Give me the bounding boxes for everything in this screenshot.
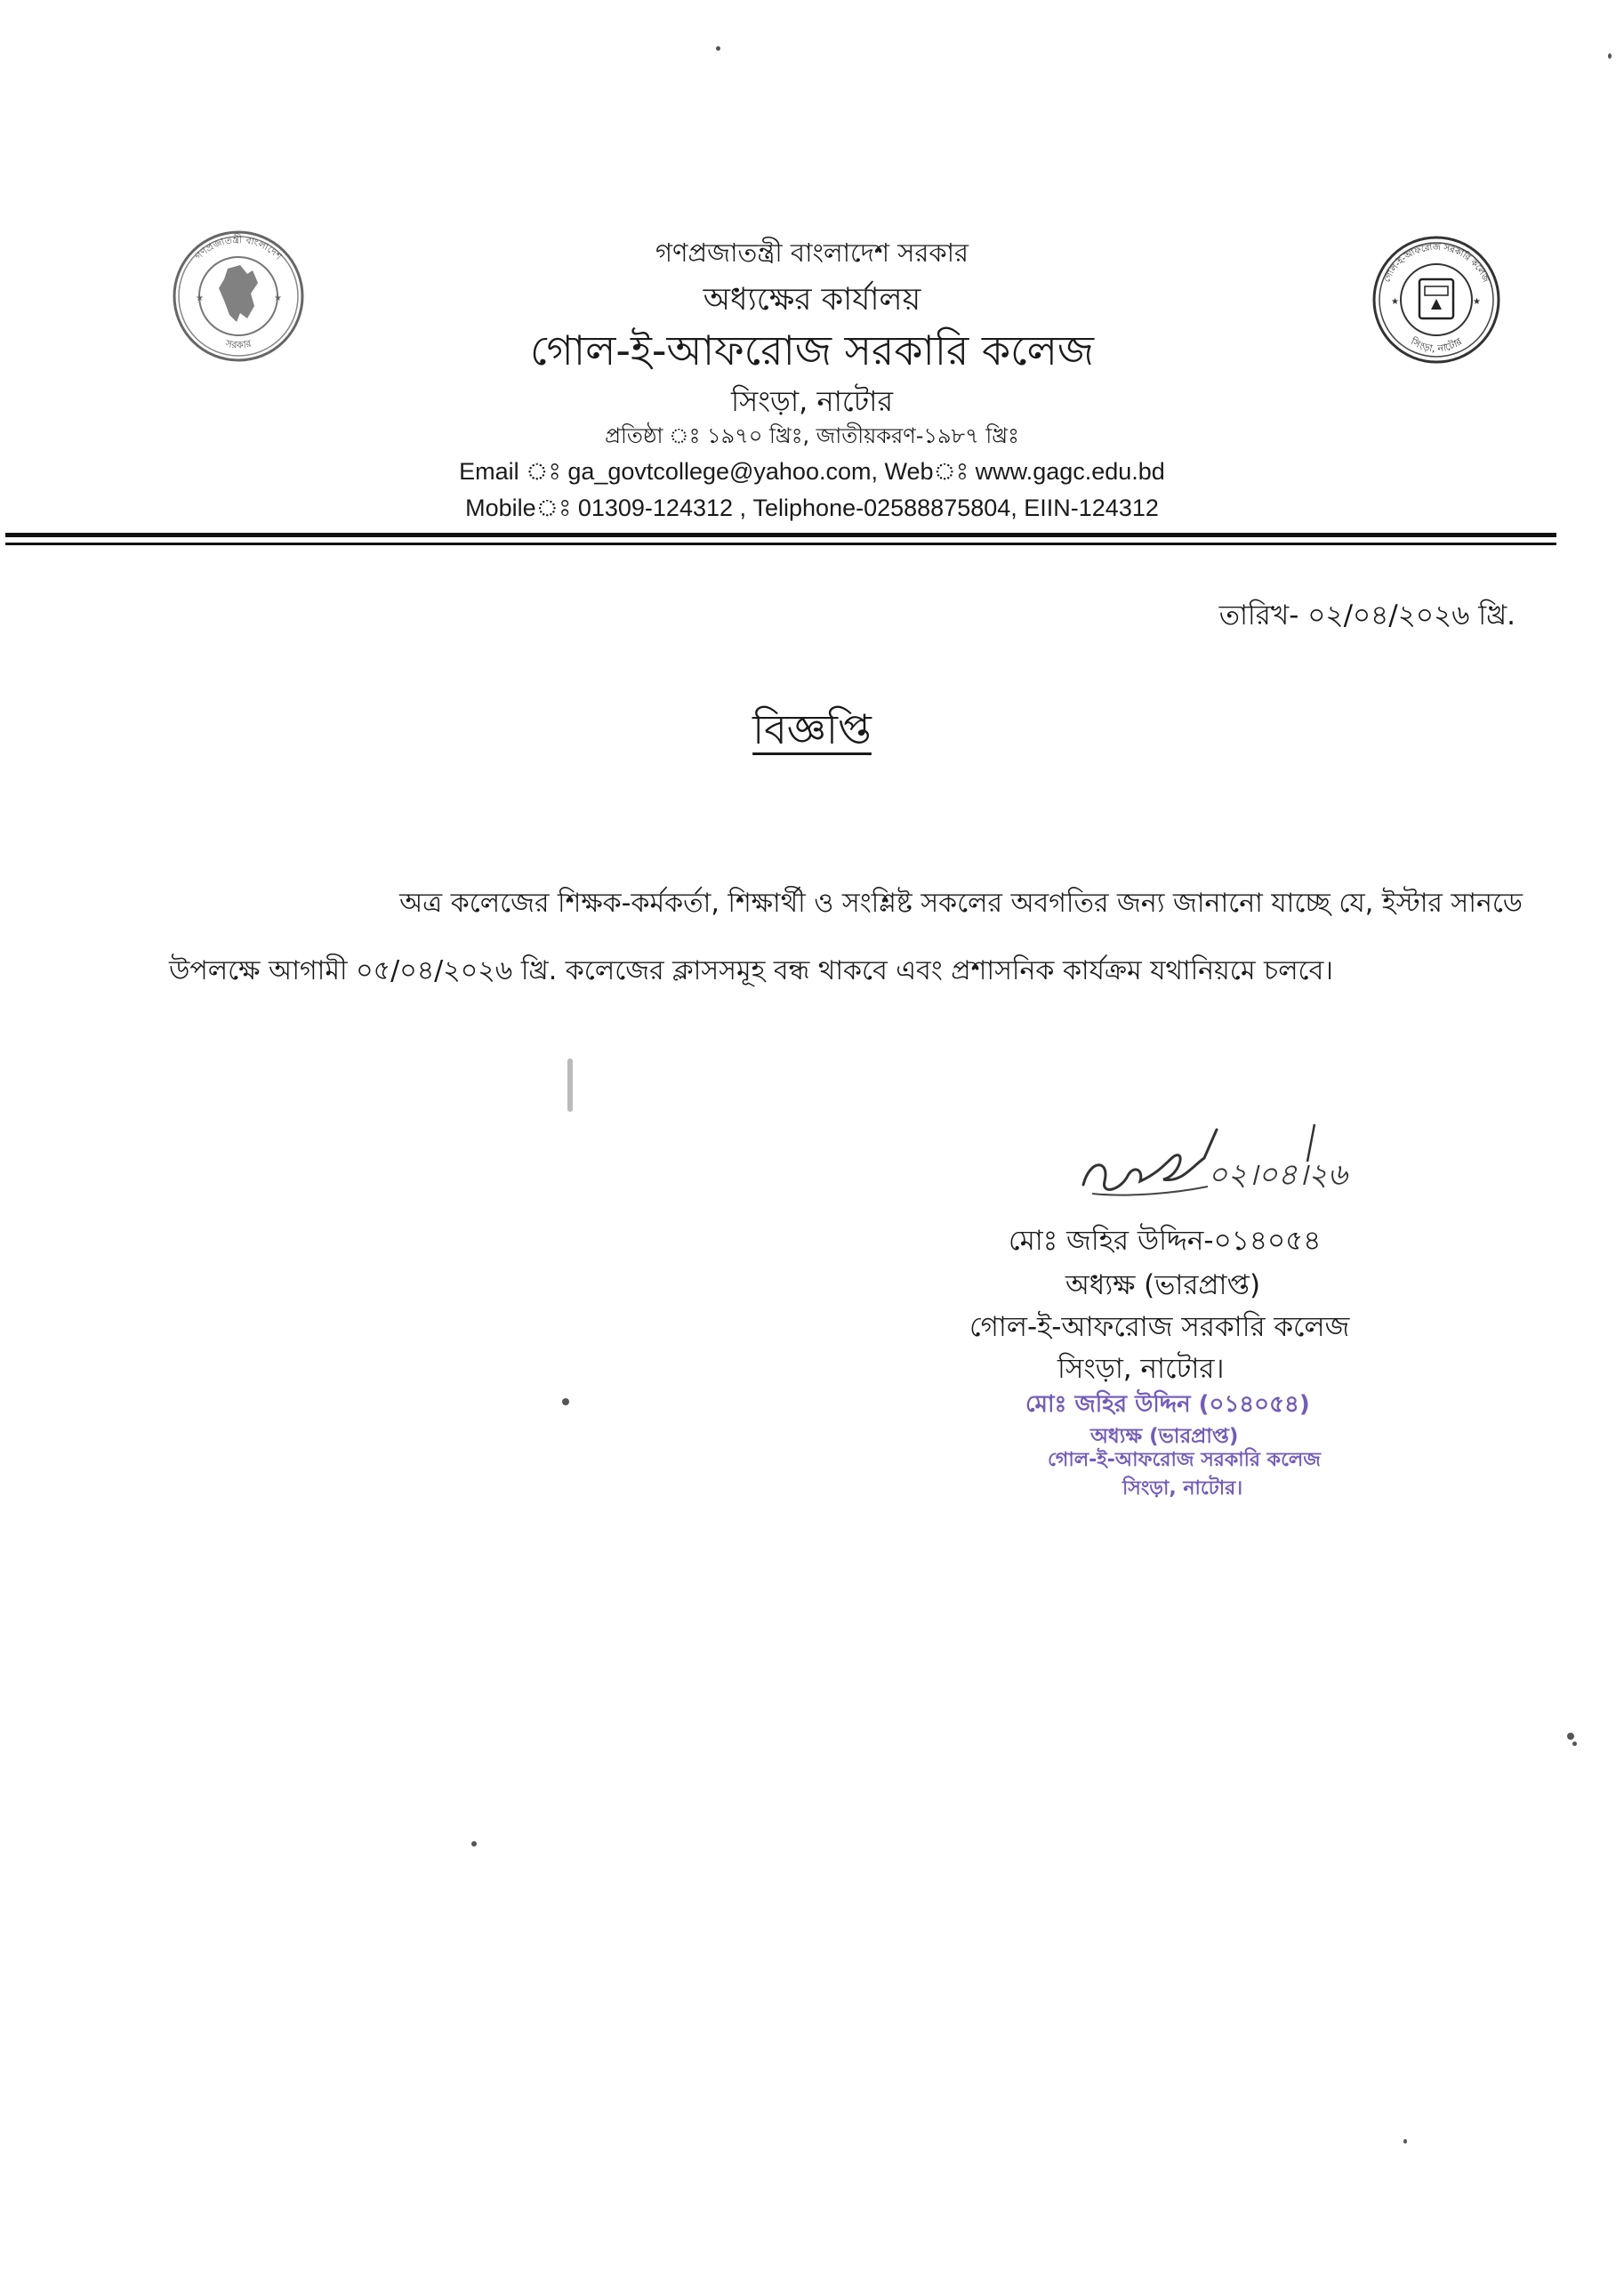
signatory-location: সিংড়া, নাটোর। bbox=[1057, 1353, 1225, 1385]
header-divider-thick bbox=[5, 533, 1556, 537]
svg-text:সরকার: সরকার bbox=[224, 337, 253, 351]
svg-text:সিংড়া, নাটোর: সিংড়া, নাটোর bbox=[1408, 335, 1465, 355]
notice-title bbox=[0, 699, 1624, 767]
handwritten-signature bbox=[1074, 1122, 1395, 1220]
government-name: গণপ্রজাতন্ত্রী বাংলাদেশ সরকার bbox=[655, 237, 969, 268]
notice-title-text: বিজ্ঞপ্তি bbox=[752, 705, 872, 753]
notice-body-line-1: অত্র কলেজের শিক্ষক-কর্মকর্তা, শিক্ষার্থী ও সংশ্লিষ্ট সকলের অবগতির জন্য জানানো যাচ্ছে যে, ইস্টার সানডে bbox=[399, 888, 1523, 919]
stamp-college: গোল-ই-আফরোজ সরকারি কলেজ bbox=[1048, 1449, 1321, 1471]
contact-info: Email ঃ ga_govtcollege@yahoo.com, Webঃ www.gagc.edu.bd bbox=[459, 458, 1165, 485]
stamp-location: সিংড়া, নাটোর। bbox=[1122, 1477, 1243, 1500]
svg-text:★: ★ bbox=[274, 294, 282, 303]
svg-text:গণপ্রজাতন্ত্রী বাংলাদেশ: গণপ্রজাতন্ত্রী বাংলাদেশ bbox=[192, 233, 285, 262]
signatory-college: গোল-ই-আফরোজ সরকারি কলেজ bbox=[969, 1311, 1350, 1343]
establishment-info: প্রতিষ্ঠা ঃ ১৯৭০ খ্রিঃ, জাতীয়করণ-১৯৮৭ খ্রিঃ bbox=[605, 423, 1019, 448]
header-divider-thin bbox=[5, 543, 1556, 545]
svg-text:★: ★ bbox=[1473, 297, 1481, 307]
phone-info: Mobileঃ 01309-124312 , Teliphone-02588875804, EIIN-124312 bbox=[465, 495, 1159, 521]
college-location: সিংড়া, নাটোর bbox=[730, 384, 894, 418]
signature-date: ০২।০৪।২৬ bbox=[1208, 1157, 1347, 1193]
svg-text:★: ★ bbox=[196, 294, 204, 303]
college-name: গোল-ই-আফরোজ সরকারি কলেজ bbox=[529, 326, 1095, 374]
svg-text:★: ★ bbox=[1391, 297, 1399, 307]
signatory-name: মোঃ জহির উদ্দিন-০১৪০৫৪ bbox=[1009, 1225, 1322, 1257]
stamp-name: মোঃ জহির উদ্দিন (০১৪০৫৪) bbox=[1025, 1391, 1310, 1418]
stamp-title: অধ্যক্ষ (ভারপ্রাপ্ত) bbox=[1090, 1425, 1239, 1448]
notice-date: তারিখ- ০২/০৪/২০২৬ খ্রি. bbox=[1218, 599, 1515, 632]
signatory-title: অধ্যক্ষ (ভারপ্রাপ্ত) bbox=[1065, 1269, 1261, 1301]
office-name: অধ্যক্ষের কার্যালয় bbox=[703, 282, 921, 318]
notice-body-line-2: উপলক্ষে আগামী ০৫/০৪/২০২৬ খ্রি. কলেজের ক্লাসসমূহ বন্ধ থাকবে এবং প্রশাসনিক কার্যক্রম যথানিয়মে চলবে। bbox=[169, 955, 1334, 986]
svg-text:গোল-ই-আফরোজ সরকারি কলেজ: গোল-ই-আফরোজ সরকারি কলেজ bbox=[1382, 242, 1491, 285]
